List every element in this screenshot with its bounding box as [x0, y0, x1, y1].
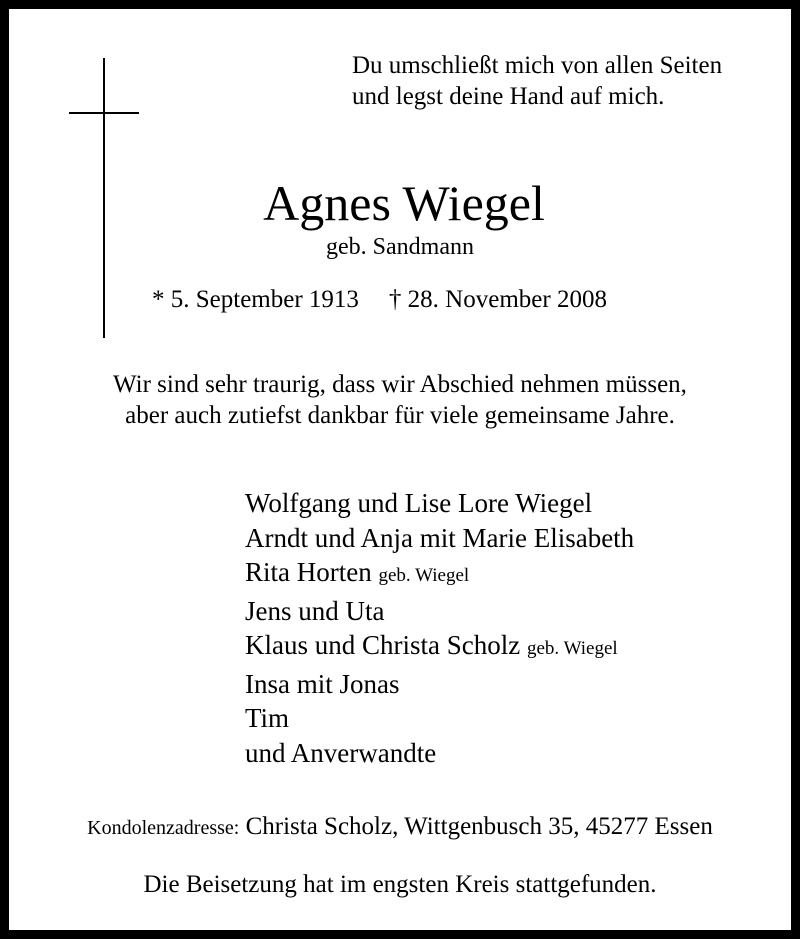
mourner-line — [245, 486, 634, 521]
mourner-line — [245, 594, 634, 629]
verse-line-2: und legst deine Hand auf mich. — [352, 83, 665, 110]
mourner-line — [245, 667, 634, 702]
mourner-name: Rita Horten — [245, 557, 372, 587]
mourner-name: Wolfgang und Lise Lore Wiegel — [245, 488, 593, 518]
mourners-list — [245, 486, 634, 770]
bible-verse — [352, 50, 722, 112]
mourner-line — [245, 521, 634, 556]
mourner-name: Jens und Uta — [245, 595, 385, 626]
mourner-note: geb. Wiegel — [378, 565, 470, 586]
mourner-name: Arndt und Anja mit Marie Elisabeth — [245, 522, 635, 553]
deceased-name: Agnes Wiegel — [263, 175, 545, 231]
sentence-line-1: Wir sind sehr traurig, dass wir Abschied nehmen müssen, — [113, 371, 687, 398]
death-date: † 28. November 2008 — [388, 286, 607, 313]
cross-horizontal-bar — [69, 112, 139, 114]
mourning-sentence — [0, 369, 800, 431]
mourner-name: Insa mit Jonas — [245, 668, 400, 699]
condolence-address — [0, 811, 800, 844]
verse-line-1: Du umschließt mich von allen Seiten — [352, 52, 723, 79]
sentence-line-2: aber auch zutiefst dankbar für viele gemeinsame Jahre. — [125, 402, 675, 429]
mourner-name: und Anverwandte — [245, 737, 437, 768]
mourner-line — [245, 555, 634, 594]
burial-note: Die Beisetzung hat im engsten Kreis stattgefunden. — [143, 871, 657, 898]
mourner-line — [245, 628, 634, 667]
birth-date: * 5. September 1913 — [152, 286, 359, 313]
condolence-address-text: Christa Scholz, Wittgenbusch 35, 45277 Essen — [245, 813, 713, 840]
life-dates — [152, 284, 607, 316]
mourner-name: Tim — [245, 703, 290, 733]
mourner-note: geb. Wiegel — [526, 638, 618, 659]
mourner-line — [245, 736, 634, 771]
mourner-name: Klaus und Christa Scholz — [245, 630, 521, 660]
condolence-label: Kondolenzadresse: — [87, 817, 240, 839]
maiden-name: geb. Sandmann — [326, 234, 474, 260]
mourner-line — [245, 701, 634, 736]
